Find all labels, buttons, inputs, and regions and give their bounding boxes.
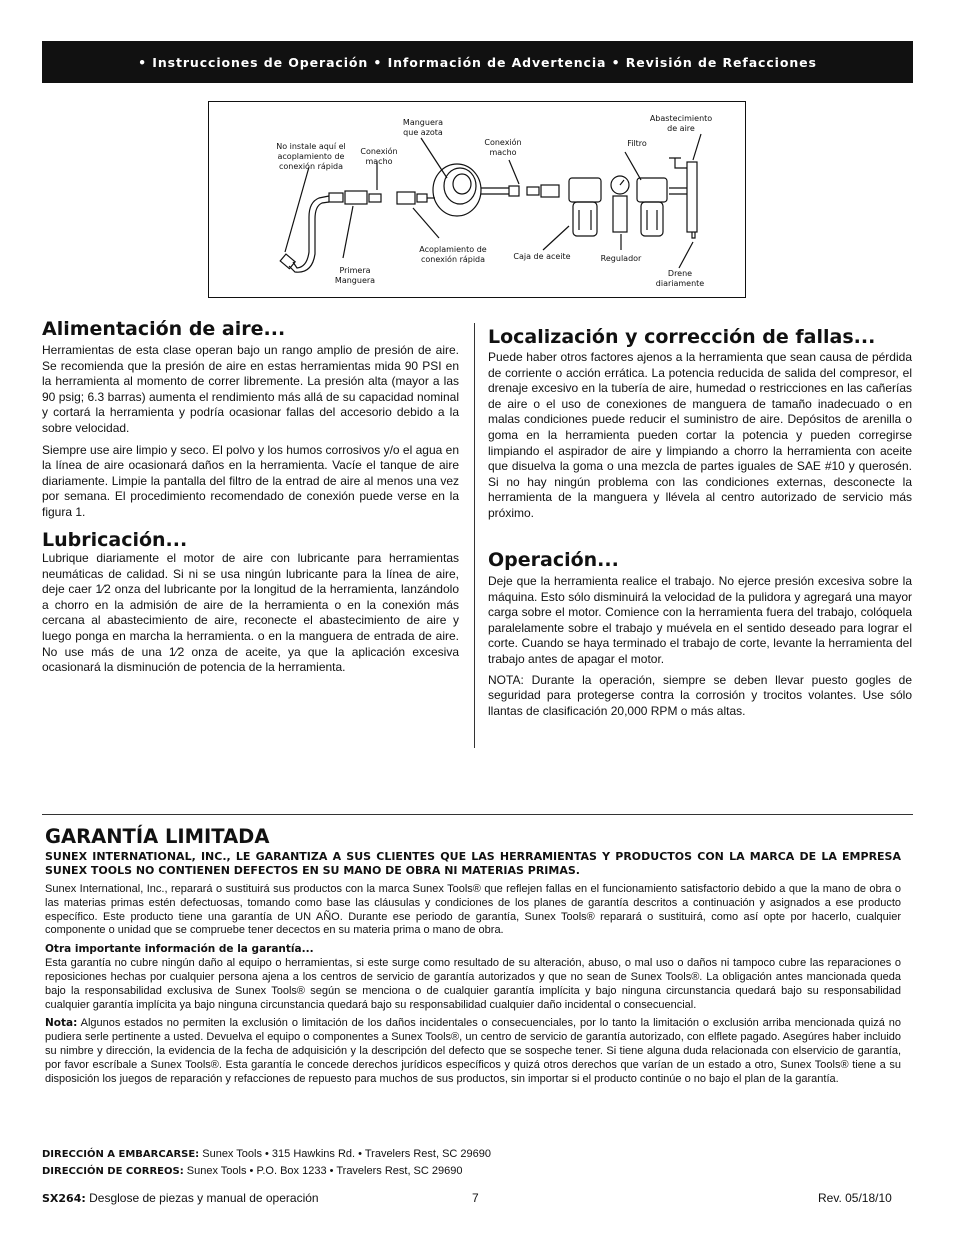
lubrication-p1: Lubrique diariamente el motor de aire con lubricante para herramientas neumáticas de calidad. Si ni se usa ningún lubricante para la línea de aire, deje caer 1⁄2 onza del lubricante por la longitud de la herramienta, lanzándolo a chorro en la admisión de aire de la herramienta o en la conexión más cercana al abastecimiento de aire, reconecte el abastecimiento de aire y luego ponga en marcha la herramienta. o en la manguera de entrada de aire. No use más de una 1⁄2 onza de aceite, ya que la aplicación excesiva ocasionará la disminución de potencia de la herramienta. bbox=[42, 551, 459, 675]
warranty-p2: Esta garantía no cubre ningún daño al equipo o herramientas, si este surge como resultado de su alteración, abuso, o mal uso o daños ni tampoco cubre las reparaciones o reposiciones hechas por cualquier persona ajena a los centros de servicio de garantía autorizados y que no sean de Sunex Tools®. La obligación antes mancionada queda bajo la responsabilidad exclusiva de Sunex Tools® según se menciona o de cualquier garantía implícita y bajo ninguna circunstancia quedará bajo su responsabilidad cualquier garantía implícita ya bajo ninguna circunstancia quedará bajo su responsabilidad cualquier daño incidental o consecuencial. bbox=[45, 957, 901, 1011]
mail-text: Sunex Tools • P.O. Box 1233 • Travelers Rest, SC 29690 bbox=[183, 1165, 463, 1177]
air-supply-p1: Herramientas de esta clase operan bajo un rango amplio de presión de aire. Se recomienda que la presión de aire en estas herramientas mida 90 PSI en la herramienta al momento de correr libremente. La presión alta (mayor a las 90 psig; 6.3 barras) aumenta el rendimiento más allá de su capacidad nominal y cortará la herramienta y podría ocasionar fallas del accesorio debido a la sobre velocidad. bbox=[42, 343, 459, 435]
mail-address bbox=[42, 1165, 462, 1177]
label-conexion-macho-1: Conexión macho bbox=[360, 147, 398, 166]
footer-model bbox=[42, 1191, 319, 1205]
operation-p2: NOTA: Durante la operación, siempre se deben llevar puesto gogles de seguridad para protegerse contra la corrosión y trocitos volantes. Use sólo llantas de clasificación 20,000 RPM o más altas. bbox=[488, 672, 912, 718]
label-acoplamiento: Acoplamiento de conexión rápida bbox=[419, 245, 487, 264]
label-primera-manguera: Primera Manguera bbox=[334, 266, 376, 285]
lubrication-title: Lubricación... bbox=[42, 529, 188, 551]
ship-address bbox=[42, 1148, 491, 1160]
label-filtro: Filtro bbox=[627, 139, 647, 148]
ship-text: Sunex Tools • 315 Hawkins Rd. • Travelers Rest, SC 29690 bbox=[199, 1148, 491, 1160]
label-no-instale: No instale aquí el acoplamiento de conexión rápida bbox=[276, 142, 346, 171]
column-divider bbox=[474, 323, 475, 748]
warranty-divider bbox=[42, 814, 913, 815]
warranty-section bbox=[45, 850, 901, 1086]
troubleshooting-p1: Puede haber otros factores ajenos a la herramienta que sean causa de pérdida de corriente o acción errática. La potencia reducida de salida del compresor, el drenaje excesivo en la tubería de aire, humedad o restricciones en las cañerías de aire o el uso de conexiones de manguera de tamaño inadecuado o en malas condiciones puede reducir el suministro de aire. Depósitos de arenilla o goma en la herramienta pueden cortar la potencia y pueden corregirse limpiando el aspirador de aire y limpiando a chorro la herramienta con aceite que disuelva la goma o una mezcla de partes iguales de SAE #10 y querosén. Si no hay ningún problema con las condiciones externas, desconecte la herramienta de la manguera y llévela al centro autorizado de servicio más próximo. bbox=[488, 350, 912, 520]
troubleshooting-section bbox=[488, 326, 912, 522]
footer-page-number: 7 bbox=[472, 1191, 479, 1205]
header-banner: • Instrucciones de Operación • Información de Advertencia • Revisión de Refacciones bbox=[42, 41, 913, 83]
warranty-p1: Sunex International, Inc., reparará o sustituirá sus productos con la marca Sunex Tools® que reflejen fallas en el funcionamiento satisfactorio debido a que la mano de obra o las materias primas estén defectuosas, tomando como base las cláusulas y condiciones de los planes de garantía descritos a continuación y asignados a ese producto específico. Este producto tiene una garantía de UN AÑO. Durante ese periodo de garantía, Sunex Tools® reparará o sustituirá, como así opte por hacerlo, cualquier componente o unidad que se compruebe tener decectos en su materia prima o mano de obra. bbox=[45, 883, 901, 937]
label-regulador: Regulador bbox=[600, 254, 642, 263]
air-supply-diagram bbox=[208, 101, 746, 298]
operation-section bbox=[488, 549, 912, 719]
label-abastecimiento: Abastecimiento de aire bbox=[649, 114, 713, 133]
label-drene: Drene diariamente bbox=[655, 269, 705, 288]
mail-label: DIRECCIÓN DE CORREOS: bbox=[42, 1166, 184, 1177]
label-manguera-azota: Manguera que azota bbox=[402, 118, 444, 137]
label-caja-aceite: Caja de aceite bbox=[513, 252, 571, 261]
troubleshooting-title: Localización y corrección de fallas... bbox=[488, 326, 876, 348]
warranty-note bbox=[45, 1017, 901, 1086]
air-supply-section bbox=[42, 318, 459, 521]
air-supply-title: Alimentación de aire... bbox=[42, 318, 286, 340]
footer-desc: Desglose de piezas y manual de operación bbox=[85, 1191, 319, 1205]
operation-title: Operación... bbox=[488, 549, 619, 571]
label-conexion-macho-2: Conexión macho bbox=[484, 138, 522, 157]
note-text: Algunos estados no permiten la exclusión o limitación de los daños incidentales o consecuenciales, por lo tanto la limitación o exclusión arriba mencionada quizá no pudiera serle pertinente a usted. Devuelva el equipo o componentes a Sunex Tools®, un centro de servicio de garantía autorizado, con elflete pagado. Asegúres haber incluido su nimbre y dirección, la evidencia de la fecha de adquisición y la descripción del defecto que se sospeche tener. Si tiene alguna duda relacionada con elservicio de garantía, por favor escríbale a Sunex Tools®. Esta garantía le concede derechos jurídicos específicos y quizá otros derechos que varían de un estado a otro, Sunex Tools® tiene a su disposición los juegos de reparación y refacciones de repuesto para muchos de sus productos, sin importar si el producto continúe o no bajo el plan de la garantía. bbox=[45, 1017, 901, 1085]
ship-label: DIRECCIÓN A EMBARCARSE: bbox=[42, 1149, 200, 1160]
note-label: Nota: bbox=[45, 1017, 78, 1030]
lubrication-section bbox=[42, 529, 459, 676]
air-supply-p2: Siempre use aire limpio y seco. El polvo y los humos corrosivos y/o el agua en la línea de aire ocasionará daños en la herramienta. Vacíe el tanque de aire diariamente. Limpie la pantalla del filtro de la entrad de aire al menos una vez por semana. El procedimiento recomendado de conexión puede verse en la figura 1. bbox=[42, 442, 459, 519]
warranty-caps: SUNEX INTERNATIONAL, INC., LE GARANTIZA A SUS CLIENTES QUE LAS HERRAMIENTAS Y PRODUCTOS CON LA MARCA DE LA EMPRESA SUNEX TOOLS NO CONTIENEN DEFECTOS EN SU MANO DE OBRA NI MATERIAS PRIMAS. bbox=[45, 850, 901, 877]
warranty-title: GARANTÍA LIMITADA bbox=[45, 825, 270, 848]
operation-p1: Deje que la herramienta realice el trabajo. No ejerce presión excesiva sobre la máquina. Esto sólo disminuirá la velocidad de la pulidora y agregará una mayor carga sobre el motor. Comience con la herramienta fuera del trabajo, colóquela paralelamente sobre el trabajo y muévela en el sentido deseado para lograr el corte. Cuando se haya terminado el trabajo de corte, levante la herramienta del trabajo antes de apagar el motor. bbox=[488, 574, 912, 666]
footer-revision: Rev. 05/18/10 bbox=[818, 1191, 892, 1205]
warranty-subhead: Otra importante información de la garantía... bbox=[45, 943, 314, 956]
footer-model-code: SX264: bbox=[42, 1192, 86, 1205]
